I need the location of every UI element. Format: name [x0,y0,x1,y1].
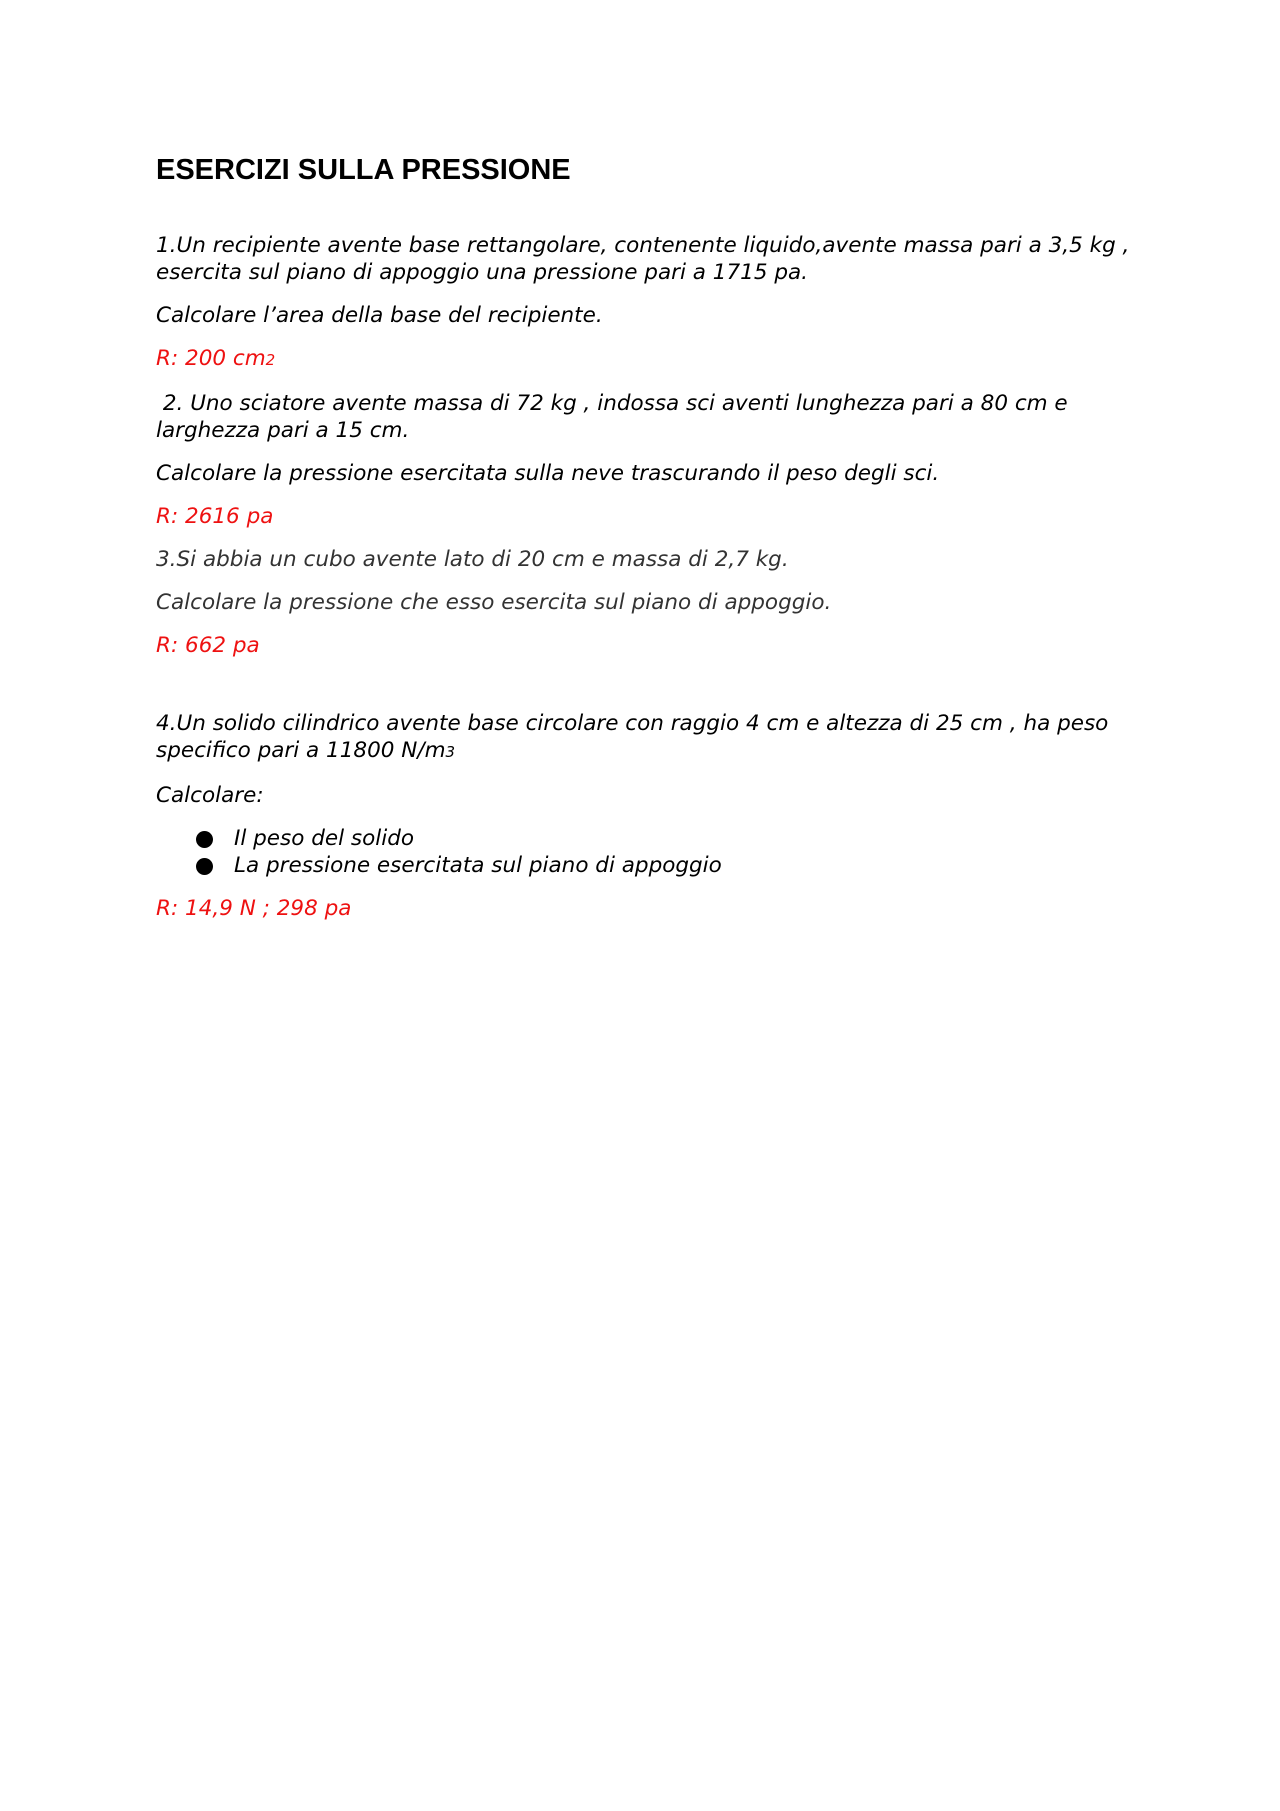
list-item-label: Il peso del solido [234,826,414,851]
exercise-1-answer [156,345,1136,374]
document-page [156,152,1136,938]
exercise-4-text-main: 4.Un solido cilindrico avente base circolare con raggio 4 cm e altezza di 25 cm , ha peso specifico pari a 11800 N/m [156,711,1116,763]
exercise-3-answer: R: 662 pa [156,633,260,658]
page-title: ESERCIZI SULLA PRESSIONE [156,154,571,186]
exercise-1-text: 1.Un recipiente avente base rettangolare, contenente liquido,avente massa pari a 3,5 kg , esercita sul piano di appoggio una pressione pari a 1715 pa. [156,233,1137,285]
exercise-1-question: Calcolare l’area della base del recipiente. [156,303,603,328]
bullet-icon [196,858,213,875]
exercise-2-question: Calcolare la pressione esercitata sulla neve trascurando il peso degli sci. [156,461,940,486]
exercise-4-bullet-list [156,825,1136,879]
exercise-4-text [156,710,1136,766]
exercise-2-text: 2. Uno sciatore avente massa di 72 kg , indossa sci aventi lunghezza pari a 80 cm e larghezza pari a 15 cm. [156,391,1075,443]
exercise-4-answer: R: 14,9 N ; 298 pa [156,896,352,921]
spacer [156,675,1136,710]
list-item [196,852,1136,879]
exercise-2-answer: R: 2616 pa [156,504,274,529]
exercise-1-answer-value: R: 200 cm [156,346,266,371]
exercise-4-text-exponent: 3 [445,743,456,761]
exercise-4-question: Calcolare: [156,783,264,808]
exercise-3-question: Calcolare la pressione che esso esercita sul piano di appoggio. [156,590,832,615]
list-item-label: La pressione esercitata sul piano di appoggio [234,853,722,878]
bullet-icon [196,831,213,848]
list-item [196,825,1136,852]
exercise-3-text: 3.Si abbia un cubo avente lato di 20 cm e massa di 2,7 kg. [156,547,789,572]
exercise-1-answer-exponent: 2 [265,351,276,369]
